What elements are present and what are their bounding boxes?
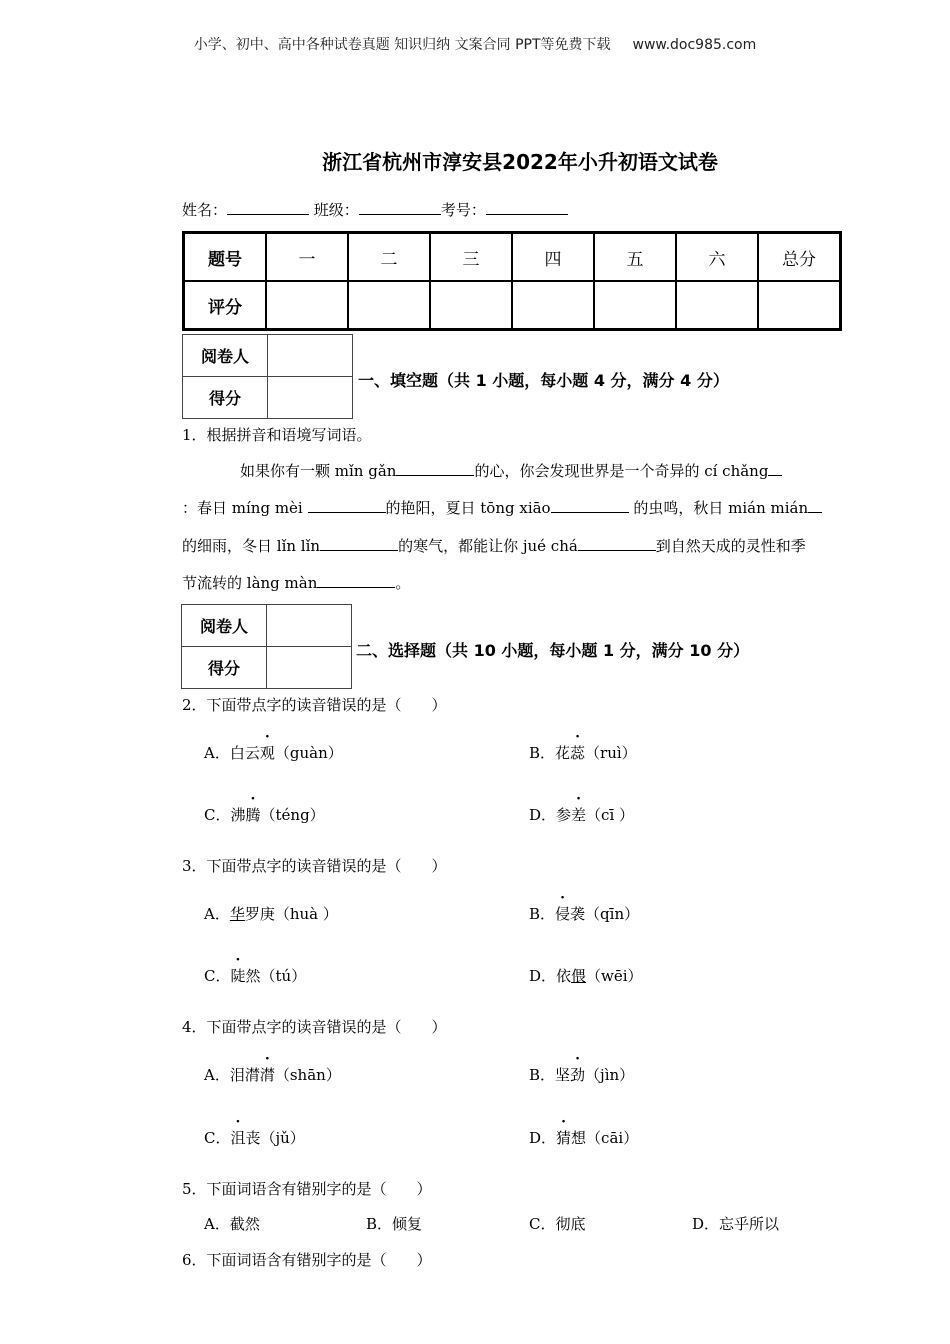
q4-option-b[interactable]: B．坚劲（jìn） [529,1066,635,1084]
answer-blank[interactable] [320,535,398,551]
answer-blank[interactable] [768,460,782,476]
answer-blank[interactable] [317,572,395,588]
score-header-cell: 二 [348,233,430,281]
q1-line-2 [182,497,822,518]
exam-no-label: 考号： [440,201,486,219]
q2-option-b[interactable]: B．花蕊（ruì） [529,744,637,762]
q3-option-c[interactable]: C．陡然（tú） [204,967,307,985]
student-info [182,199,568,220]
q2-option-c[interactable]: C．沸腾（téng） [204,806,325,824]
question-4: 4．下面带点字的读音错误的是（ ） [182,1018,447,1036]
reviewer-cell[interactable] [268,335,353,377]
section2-heading: 二、选择题（共 10 小题，每小题 1 分，满分 10 分） [356,641,750,660]
dotted-char: 侵 [555,905,571,923]
score-header-cell: 六 [676,233,758,281]
score-header-cell: 一 [266,233,348,281]
dotted-char: 潸 [259,1066,275,1084]
answer-blank[interactable] [578,535,656,551]
q3-option-d[interactable]: D．依偎（wēi） [529,967,643,985]
score-cell[interactable] [594,281,676,329]
score-table [182,231,842,331]
q1-line-3 [182,535,806,556]
answer-blank[interactable] [396,460,474,476]
question-6: 6．下面词语含有错别字的是（ ） [182,1251,432,1269]
class-field[interactable] [359,199,441,215]
header-site[interactable]: www.doc985.com [632,37,757,53]
class-label: 班级： [313,201,359,219]
score-header-cell: 题号 [184,233,266,281]
score-row [184,281,840,329]
q1-text: 的细雨，冬日 lǐn lǐn [182,537,321,555]
q1-line-4 [182,572,410,593]
q5-option-a[interactable]: A．截然 [204,1215,260,1233]
q1-line-1 [240,460,782,481]
reviewer-label: 阅卷人 [183,335,268,377]
score-row-label: 评分 [184,281,266,329]
q1-text: 到自然天成的灵性和季 [655,537,806,555]
score-header-cell: 五 [594,233,676,281]
q1-text: 的虫鸣，秋日 mián mián [633,499,809,517]
question-1: 1．根据拼音和语境写词语。 [182,426,372,444]
question-3: 3．下面带点字的读音错误的是（ ） [182,857,447,875]
score-label: 得分 [182,647,267,689]
score-header-cell: 三 [430,233,512,281]
score-input-cell[interactable] [267,647,352,689]
q1-text: 。 [395,574,411,592]
question-5: 5．下面词语含有错别字的是（ ） [182,1180,432,1198]
answer-blank[interactable] [551,497,629,513]
score-header-row [184,233,840,281]
reviewer-cell[interactable] [267,605,352,647]
q4-option-d[interactable]: D．猜想（cāi） [529,1129,639,1147]
q2-option-d[interactable]: D．参差（cī ） [529,806,635,824]
dotted-char: 差 [571,806,587,824]
q2-option-a[interactable]: A．白云观（guàn） [204,744,343,762]
score-cell[interactable] [430,281,512,329]
page-header [0,34,950,54]
grader-box-1 [182,334,353,419]
page-title: 浙江省杭州市淳安县2022年小升初语文试卷 [322,150,718,174]
q5-option-c[interactable]: C．彻底 [529,1215,586,1233]
q1-text: 节流转的 làng màn [182,574,318,592]
exam-no-field[interactable] [486,199,568,215]
score-cell[interactable] [348,281,430,329]
q5-option-b[interactable]: B．倾复 [366,1215,423,1233]
score-cell[interactable] [758,281,840,329]
name-field[interactable] [227,199,309,215]
q3-option-b[interactable]: B．侵袭（qīn） [529,905,640,923]
question-2: 2．下面带点字的读音错误的是（ ） [182,696,447,714]
dotted-char: 腾 [245,806,261,824]
score-header-cell: 总分 [758,233,840,281]
dotted-char: 蕊 [570,744,586,762]
score-input-cell[interactable] [268,377,353,419]
q1-text: 的心，你会发现世界是一个奇异的 cí chǎng [474,462,769,480]
score-label: 得分 [183,377,268,419]
underlined-char: 偎 [571,967,587,985]
grader-box-2 [181,604,352,689]
dotted-char: 猜 [556,1129,572,1147]
section1-heading: 一、填空题（共 1 小题，每小题 4 分，满分 4 分） [358,371,729,390]
dotted-char: 劲 [570,1066,586,1084]
score-cell[interactable] [266,281,348,329]
underlined-char: 华 [229,905,245,923]
answer-blank[interactable] [808,497,822,513]
score-header-cell: 四 [512,233,594,281]
dotted-char: 沮 [230,1129,246,1147]
score-cell[interactable] [676,281,758,329]
score-cell[interactable] [512,281,594,329]
reviewer-label: 阅卷人 [182,605,267,647]
q4-option-c[interactable]: C．沮丧（jǔ） [204,1129,305,1147]
answer-blank[interactable] [308,497,386,513]
q1-text: 如果你有一颗 mǐn gǎn [240,462,397,480]
q3-option-a[interactable]: A．华罗庚（huà ） [204,905,338,923]
q5-option-d[interactable]: D．忘乎所以 [692,1215,780,1233]
name-label: 姓名： [182,201,228,219]
q4-option-a[interactable]: A．泪潸潸（shān） [204,1066,341,1084]
dotted-char: 陡 [230,967,246,985]
q1-text: ：春日 míng mèi [182,499,303,517]
dotted-char: 观 [259,744,275,762]
q1-text: 的寒气，都能让你 jué chá [398,537,578,555]
q1-text: 的艳阳，夏日 tōng xiāo [385,499,551,517]
header-text: 小学、初中、高中各种试卷真题 知识归纳 文案合同 PPT等免费下载 [193,37,611,53]
